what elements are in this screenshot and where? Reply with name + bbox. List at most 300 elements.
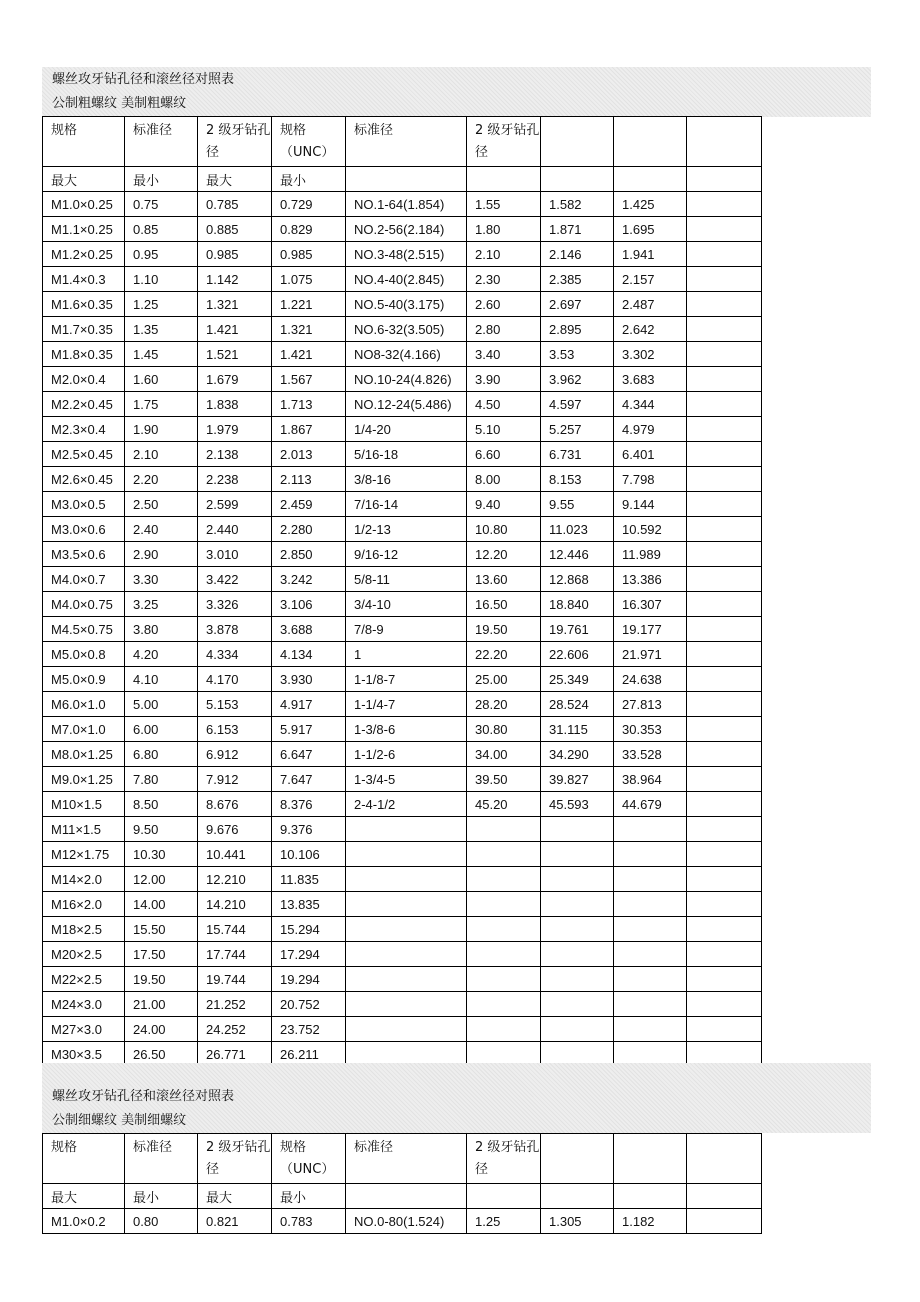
table-cell: 6.153 bbox=[198, 717, 272, 742]
table-cell: 19.50 bbox=[467, 617, 541, 642]
table-cell: 规格（UNC） bbox=[272, 1134, 346, 1184]
table-cell: 15.50 bbox=[125, 917, 198, 942]
table-cell: M4.0×0.75 bbox=[43, 592, 125, 617]
table-cell: 3.688 bbox=[272, 617, 346, 642]
table-cell bbox=[467, 992, 541, 1017]
table-cell: 最小 bbox=[125, 167, 198, 192]
subheader-row bbox=[43, 1184, 762, 1209]
table-cell: 9/16-12 bbox=[346, 542, 467, 567]
table-row bbox=[43, 1017, 762, 1042]
table-cell: 3.302 bbox=[614, 342, 687, 367]
table-row bbox=[43, 817, 762, 842]
table-cell: 1-3/4-5 bbox=[346, 767, 467, 792]
table-cell: 1.679 bbox=[198, 367, 272, 392]
table-row bbox=[43, 292, 762, 317]
table-cell: 34.00 bbox=[467, 742, 541, 767]
table-cell bbox=[467, 892, 541, 917]
table-cell: 17.50 bbox=[125, 942, 198, 967]
table-cell: 12.00 bbox=[125, 867, 198, 892]
table-cell bbox=[541, 867, 614, 892]
table-cell: 3.326 bbox=[198, 592, 272, 617]
table-row bbox=[43, 792, 762, 817]
table-cell: NO.10-24(4.826) bbox=[346, 367, 467, 392]
table-cell bbox=[346, 967, 467, 992]
table-cell: 1.90 bbox=[125, 417, 198, 442]
table-cell: 2.30 bbox=[467, 267, 541, 292]
table-cell: 2.599 bbox=[198, 492, 272, 517]
table-cell: 31.115 bbox=[541, 717, 614, 742]
table-row bbox=[43, 392, 762, 417]
table-cell: M6.0×1.0 bbox=[43, 692, 125, 717]
section2-subtitle: 公制细螺纹 美制细螺纹 bbox=[52, 1113, 187, 1128]
table-cell: 1.075 bbox=[272, 267, 346, 292]
table-row bbox=[43, 842, 762, 867]
table-cell bbox=[687, 817, 762, 842]
table-cell bbox=[687, 167, 762, 192]
table-cell: 1.182 bbox=[614, 1209, 687, 1234]
table-cell: NO.1-64(1.854) bbox=[346, 192, 467, 217]
section1-title: 螺丝攻牙钻孔径和滚丝径对照表 bbox=[52, 72, 235, 87]
table-cell: 3.242 bbox=[272, 567, 346, 592]
table-cell: 6.647 bbox=[272, 742, 346, 767]
table-cell: 5.917 bbox=[272, 717, 346, 742]
table-cell: 5.10 bbox=[467, 417, 541, 442]
table-cell: M5.0×0.9 bbox=[43, 667, 125, 692]
table-cell: M3.5×0.6 bbox=[43, 542, 125, 567]
table-cell: 6.60 bbox=[467, 442, 541, 467]
table-cell: 15.294 bbox=[272, 917, 346, 942]
table-cell bbox=[614, 967, 687, 992]
table-cell bbox=[687, 442, 762, 467]
table-cell: 45.593 bbox=[541, 792, 614, 817]
table-cell: 0.985 bbox=[198, 242, 272, 267]
table-cell: 24.638 bbox=[614, 667, 687, 692]
table-cell: M1.1×0.25 bbox=[43, 217, 125, 242]
table-cell: 1.425 bbox=[614, 192, 687, 217]
table-row bbox=[43, 442, 762, 467]
table-cell: 3.90 bbox=[467, 367, 541, 392]
table-cell: 9.55 bbox=[541, 492, 614, 517]
table-cell: 14.00 bbox=[125, 892, 198, 917]
table-cell: 3.25 bbox=[125, 592, 198, 617]
table-cell: 3.80 bbox=[125, 617, 198, 642]
table-cell: 2.850 bbox=[272, 542, 346, 567]
table-cell: 0.829 bbox=[272, 217, 346, 242]
table-cell bbox=[687, 367, 762, 392]
table-cell: 27.813 bbox=[614, 692, 687, 717]
table-cell: 1 bbox=[346, 642, 467, 667]
table-cell: 2.20 bbox=[125, 467, 198, 492]
section2-title: 螺丝攻牙钻孔径和滚丝径对照表 bbox=[52, 1089, 235, 1104]
table-cell bbox=[541, 1017, 614, 1042]
table-cell: 1.321 bbox=[272, 317, 346, 342]
table-cell: 1.838 bbox=[198, 392, 272, 417]
table-cell: 10.106 bbox=[272, 842, 346, 867]
table-cell bbox=[687, 867, 762, 892]
table-row bbox=[43, 917, 762, 942]
table-cell: 规格 bbox=[43, 1134, 125, 1184]
table-row bbox=[43, 267, 762, 292]
table-cell: 25.349 bbox=[541, 667, 614, 692]
table-cell: M9.0×1.25 bbox=[43, 767, 125, 792]
table-cell: M2.3×0.4 bbox=[43, 417, 125, 442]
table-cell bbox=[687, 917, 762, 942]
table-cell bbox=[467, 817, 541, 842]
table-cell: 6.912 bbox=[198, 742, 272, 767]
table-cell: 22.606 bbox=[541, 642, 614, 667]
table-cell: 4.10 bbox=[125, 667, 198, 692]
table-cell: 1.421 bbox=[198, 317, 272, 342]
table-cell: M20×2.5 bbox=[43, 942, 125, 967]
table-cell bbox=[687, 667, 762, 692]
table-cell: 5.00 bbox=[125, 692, 198, 717]
table-cell: 4.134 bbox=[272, 642, 346, 667]
table-cell: 3.53 bbox=[541, 342, 614, 367]
table-cell: M3.0×0.5 bbox=[43, 492, 125, 517]
table-cell: NO.5-40(3.175) bbox=[346, 292, 467, 317]
table-cell bbox=[687, 267, 762, 292]
table-cell: 2 级牙钻孔径 bbox=[198, 1134, 272, 1184]
table-cell: 19.761 bbox=[541, 617, 614, 642]
table-cell: 0.729 bbox=[272, 192, 346, 217]
table-cell: 19.50 bbox=[125, 967, 198, 992]
table-cell: NO.0-80(1.524) bbox=[346, 1209, 467, 1234]
table-cell bbox=[541, 967, 614, 992]
table-cell bbox=[346, 917, 467, 942]
table-cell: 1.941 bbox=[614, 242, 687, 267]
table-cell bbox=[467, 917, 541, 942]
table-cell: 2.440 bbox=[198, 517, 272, 542]
table-cell: 最小 bbox=[272, 167, 346, 192]
table-cell bbox=[346, 167, 467, 192]
table-cell bbox=[346, 817, 467, 842]
table-cell: 22.20 bbox=[467, 642, 541, 667]
table-row bbox=[43, 567, 762, 592]
table-row bbox=[43, 492, 762, 517]
table-cell bbox=[687, 1134, 762, 1184]
table-cell: 5/16-18 bbox=[346, 442, 467, 467]
section1-subtitle: 公制粗螺纹 美制粗螺纹 bbox=[52, 96, 187, 111]
table-cell bbox=[541, 917, 614, 942]
table-cell bbox=[541, 167, 614, 192]
table-cell: 45.20 bbox=[467, 792, 541, 817]
table-cell: 10.30 bbox=[125, 842, 198, 867]
table-cell: M30×3.5 bbox=[43, 1042, 125, 1067]
table-cell: 4.334 bbox=[198, 642, 272, 667]
table-cell: 17.294 bbox=[272, 942, 346, 967]
table-cell: 4.979 bbox=[614, 417, 687, 442]
table-cell: 28.524 bbox=[541, 692, 614, 717]
table-cell: 2.40 bbox=[125, 517, 198, 542]
table-cell: 1.10 bbox=[125, 267, 198, 292]
table-cell: NO.4-40(2.845) bbox=[346, 267, 467, 292]
table-cell bbox=[541, 892, 614, 917]
header-row bbox=[43, 117, 762, 167]
table-cell: 0.75 bbox=[125, 192, 198, 217]
table-cell: 规格 bbox=[43, 117, 125, 167]
table-cell: 1.75 bbox=[125, 392, 198, 417]
table-cell: 1.567 bbox=[272, 367, 346, 392]
table-cell: 3/8-16 bbox=[346, 467, 467, 492]
table-cell bbox=[687, 542, 762, 567]
table-cell: 1-1/2-6 bbox=[346, 742, 467, 767]
table-cell bbox=[687, 467, 762, 492]
table-cell bbox=[541, 1184, 614, 1209]
table-cell: 2.642 bbox=[614, 317, 687, 342]
table-cell: M1.4×0.3 bbox=[43, 267, 125, 292]
table-cell: 0.785 bbox=[198, 192, 272, 217]
table-cell bbox=[687, 392, 762, 417]
table-cell bbox=[687, 742, 762, 767]
table-cell: 最小 bbox=[272, 1184, 346, 1209]
table-cell: 3.106 bbox=[272, 592, 346, 617]
table-cell bbox=[614, 892, 687, 917]
table-row bbox=[43, 342, 762, 367]
table-row bbox=[43, 942, 762, 967]
table-cell bbox=[346, 992, 467, 1017]
table-cell: 3/4-10 bbox=[346, 592, 467, 617]
table-cell: 标准径 bbox=[125, 1134, 198, 1184]
table-cell: 1.25 bbox=[467, 1209, 541, 1234]
table-cell: 1.35 bbox=[125, 317, 198, 342]
table-cell bbox=[614, 1017, 687, 1042]
table-cell bbox=[346, 842, 467, 867]
table-cell: 1.979 bbox=[198, 417, 272, 442]
table-cell: 1.221 bbox=[272, 292, 346, 317]
table-cell: 8.153 bbox=[541, 467, 614, 492]
table-cell: M2.6×0.45 bbox=[43, 467, 125, 492]
table-row bbox=[43, 642, 762, 667]
table-cell: 1-1/4-7 bbox=[346, 692, 467, 717]
table-cell: 2 级牙钻孔径 bbox=[198, 117, 272, 167]
table-cell bbox=[467, 967, 541, 992]
table-cell bbox=[687, 617, 762, 642]
table-cell: 39.50 bbox=[467, 767, 541, 792]
table-cell bbox=[541, 1134, 614, 1184]
table-cell bbox=[346, 892, 467, 917]
table-cell: M4.0×0.7 bbox=[43, 567, 125, 592]
table-row bbox=[43, 742, 762, 767]
table-cell bbox=[467, 842, 541, 867]
table-cell: 8.50 bbox=[125, 792, 198, 817]
table-cell: 5/8-11 bbox=[346, 567, 467, 592]
table-cell bbox=[687, 492, 762, 517]
table-cell: 2.146 bbox=[541, 242, 614, 267]
table-cell: 1.80 bbox=[467, 217, 541, 242]
table-cell: M8.0×1.25 bbox=[43, 742, 125, 767]
table-cell: 2.459 bbox=[272, 492, 346, 517]
table-row bbox=[43, 592, 762, 617]
table-cell bbox=[687, 767, 762, 792]
table-cell: 2.10 bbox=[125, 442, 198, 467]
table-cell: 12.20 bbox=[467, 542, 541, 567]
table-cell bbox=[346, 942, 467, 967]
table-cell: 4.50 bbox=[467, 392, 541, 417]
table-cell: 最大 bbox=[198, 1184, 272, 1209]
table-cell bbox=[687, 342, 762, 367]
table-cell: 1.25 bbox=[125, 292, 198, 317]
table-cell: M7.0×1.0 bbox=[43, 717, 125, 742]
table-cell: 2.385 bbox=[541, 267, 614, 292]
table-cell: 13.386 bbox=[614, 567, 687, 592]
table-cell: 最大 bbox=[43, 167, 125, 192]
table-cell bbox=[346, 1017, 467, 1042]
table-cell: 3.930 bbox=[272, 667, 346, 692]
table-cell bbox=[687, 192, 762, 217]
table-cell bbox=[687, 592, 762, 617]
table-cell bbox=[687, 417, 762, 442]
table-cell: 23.752 bbox=[272, 1017, 346, 1042]
table-cell: M2.5×0.45 bbox=[43, 442, 125, 467]
table-cell: 0.885 bbox=[198, 217, 272, 242]
table-cell: 6.401 bbox=[614, 442, 687, 467]
table-cell: 12.446 bbox=[541, 542, 614, 567]
table-cell: 2.90 bbox=[125, 542, 198, 567]
table-row bbox=[43, 1209, 762, 1234]
table-cell: 26.771 bbox=[198, 1042, 272, 1067]
table-cell: 3.40 bbox=[467, 342, 541, 367]
table-cell: 26.211 bbox=[272, 1042, 346, 1067]
table-cell: 1.521 bbox=[198, 342, 272, 367]
table-cell: 2.60 bbox=[467, 292, 541, 317]
table-row bbox=[43, 992, 762, 1017]
table-cell: 30.80 bbox=[467, 717, 541, 742]
table-row bbox=[43, 192, 762, 217]
table-cell: 21.971 bbox=[614, 642, 687, 667]
table-cell: M1.0×0.2 bbox=[43, 1209, 125, 1234]
table-cell: 4.597 bbox=[541, 392, 614, 417]
table-cell bbox=[467, 1017, 541, 1042]
table-cell: 39.827 bbox=[541, 767, 614, 792]
table-cell: 标准径 bbox=[346, 117, 467, 167]
table-row bbox=[43, 667, 762, 692]
table-cell: NO.12-24(5.486) bbox=[346, 392, 467, 417]
table-cell: M2.0×0.4 bbox=[43, 367, 125, 392]
table-cell: 21.00 bbox=[125, 992, 198, 1017]
table-cell: 9.144 bbox=[614, 492, 687, 517]
table-cell: 1.55 bbox=[467, 192, 541, 217]
table-cell: 16.307 bbox=[614, 592, 687, 617]
table-cell bbox=[614, 942, 687, 967]
table-cell: 1.871 bbox=[541, 217, 614, 242]
table-row bbox=[43, 617, 762, 642]
table-cell: M1.6×0.35 bbox=[43, 292, 125, 317]
table-cell bbox=[614, 917, 687, 942]
table-cell: 3.010 bbox=[198, 542, 272, 567]
table-cell: 8.00 bbox=[467, 467, 541, 492]
table-cell: NO.6-32(3.505) bbox=[346, 317, 467, 342]
table-cell: M4.5×0.75 bbox=[43, 617, 125, 642]
table-cell: 6.00 bbox=[125, 717, 198, 742]
table-cell bbox=[614, 1184, 687, 1209]
table-cell: 15.744 bbox=[198, 917, 272, 942]
table-cell: 14.210 bbox=[198, 892, 272, 917]
table-cell: 0.783 bbox=[272, 1209, 346, 1234]
table-cell: 4.170 bbox=[198, 667, 272, 692]
table-cell: M10×1.5 bbox=[43, 792, 125, 817]
table-cell: 7.798 bbox=[614, 467, 687, 492]
table-cell bbox=[346, 867, 467, 892]
table-row bbox=[43, 967, 762, 992]
table-cell: 25.00 bbox=[467, 667, 541, 692]
table-row bbox=[43, 517, 762, 542]
table-cell bbox=[541, 117, 614, 167]
table-cell: 3.30 bbox=[125, 567, 198, 592]
table-cell: 8.676 bbox=[198, 792, 272, 817]
table-cell: 3.878 bbox=[198, 617, 272, 642]
table-cell: 最小 bbox=[125, 1184, 198, 1209]
table-cell: M22×2.5 bbox=[43, 967, 125, 992]
header-row bbox=[43, 1134, 762, 1184]
coarse-thread-table bbox=[42, 116, 762, 1067]
table-cell: 1-3/8-6 bbox=[346, 717, 467, 742]
table-cell: 7.80 bbox=[125, 767, 198, 792]
table-cell: 2.238 bbox=[198, 467, 272, 492]
table-cell: 1.421 bbox=[272, 342, 346, 367]
table-cell: 13.835 bbox=[272, 892, 346, 917]
table-cell: M1.7×0.35 bbox=[43, 317, 125, 342]
table-cell: 3.683 bbox=[614, 367, 687, 392]
table-cell: 38.964 bbox=[614, 767, 687, 792]
table-cell: M1.2×0.25 bbox=[43, 242, 125, 267]
table-cell: 9.376 bbox=[272, 817, 346, 842]
table-cell: 30.353 bbox=[614, 717, 687, 742]
table-cell: 5.153 bbox=[198, 692, 272, 717]
table-cell bbox=[687, 642, 762, 667]
table-cell: 2.895 bbox=[541, 317, 614, 342]
table-cell bbox=[614, 817, 687, 842]
table-cell: M27×3.0 bbox=[43, 1017, 125, 1042]
table-cell bbox=[687, 292, 762, 317]
table-row bbox=[43, 367, 762, 392]
table-cell bbox=[541, 842, 614, 867]
table-cell: 11.835 bbox=[272, 867, 346, 892]
table-cell bbox=[467, 167, 541, 192]
table-cell: 19.744 bbox=[198, 967, 272, 992]
table-cell bbox=[614, 1134, 687, 1184]
table-cell: 2.138 bbox=[198, 442, 272, 467]
table-cell bbox=[687, 242, 762, 267]
table-cell: 4.917 bbox=[272, 692, 346, 717]
table-cell bbox=[687, 967, 762, 992]
table-cell: 1.321 bbox=[198, 292, 272, 317]
table-cell: 0.821 bbox=[198, 1209, 272, 1234]
table-cell: 9.40 bbox=[467, 492, 541, 517]
fine-thread-table bbox=[42, 1133, 762, 1234]
table-cell: 1.582 bbox=[541, 192, 614, 217]
table-cell bbox=[687, 842, 762, 867]
table-cell: 0.85 bbox=[125, 217, 198, 242]
table-cell: 1.713 bbox=[272, 392, 346, 417]
subheader-row bbox=[43, 167, 762, 192]
table-cell: 9.50 bbox=[125, 817, 198, 842]
table-row bbox=[43, 867, 762, 892]
table-cell bbox=[687, 892, 762, 917]
table-cell: 24.252 bbox=[198, 1017, 272, 1042]
table-cell bbox=[541, 992, 614, 1017]
table-cell: M14×2.0 bbox=[43, 867, 125, 892]
table-cell: 12.210 bbox=[198, 867, 272, 892]
table-cell: 34.290 bbox=[541, 742, 614, 767]
table-cell: 0.95 bbox=[125, 242, 198, 267]
table-cell: 2 级牙钻孔径 bbox=[467, 117, 541, 167]
table-row bbox=[43, 417, 762, 442]
table-row bbox=[43, 892, 762, 917]
table-cell bbox=[687, 1209, 762, 1234]
table-cell: 10.592 bbox=[614, 517, 687, 542]
table-cell: M24×3.0 bbox=[43, 992, 125, 1017]
table-cell: 0.80 bbox=[125, 1209, 198, 1234]
